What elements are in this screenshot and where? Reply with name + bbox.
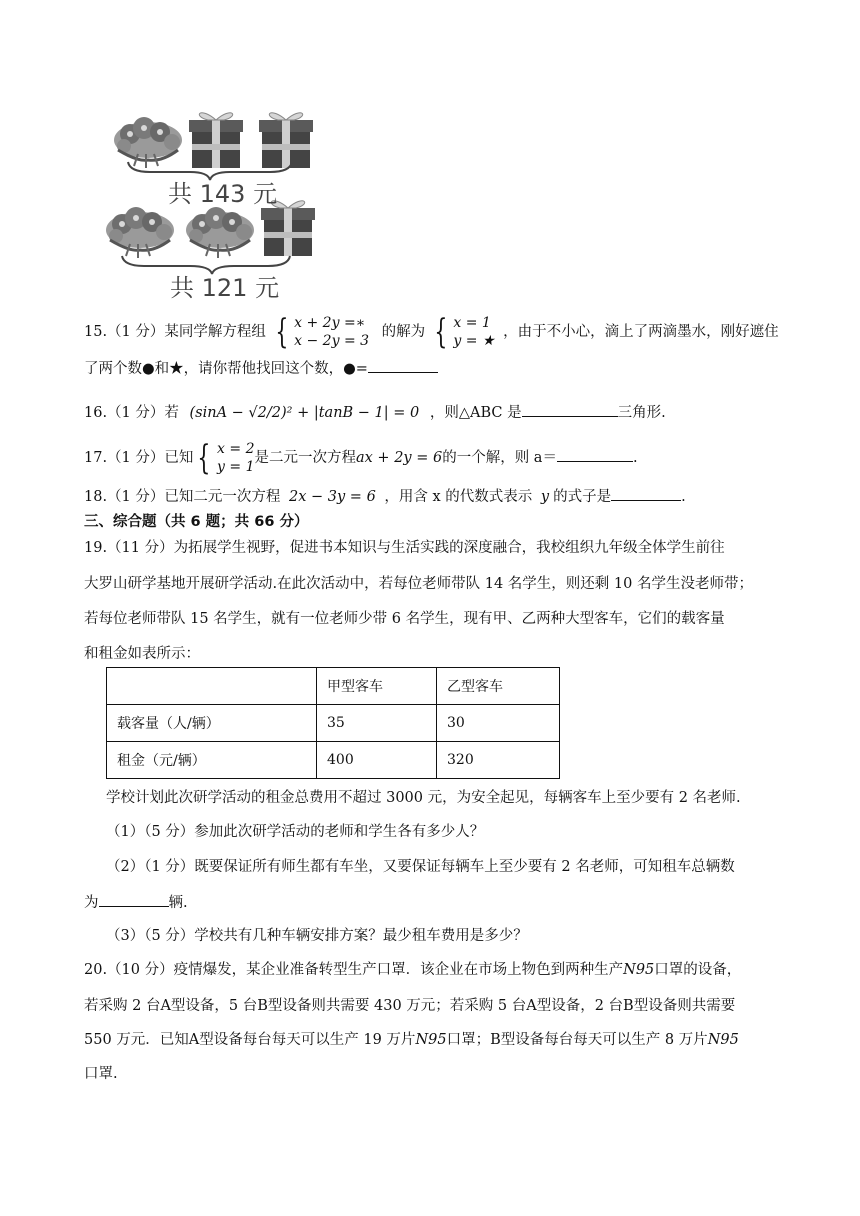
q18-equation: 2x − 3y = 6 xyxy=(289,489,376,505)
table-header-cell: 乙型客车 xyxy=(437,668,560,705)
q15-suffix: ，由于不小心，滴上了两滴墨水，刚好遮住 xyxy=(503,324,779,340)
question-17 xyxy=(84,440,638,476)
gift-box-icon xyxy=(261,201,315,256)
table-cell: 320 xyxy=(437,742,560,779)
q15-line2: 了两个数●和★，请你帮他找回这个数，●= xyxy=(84,361,368,377)
q18-prefix: 18.（1 分）已知二元一次方程 xyxy=(84,489,281,505)
table-row xyxy=(107,742,560,779)
q15-eq1: x + 2y =∗ xyxy=(294,315,366,331)
q20-line3-a: 550 万元．已知A型设备每台每天可以生产 19 万片 xyxy=(84,1032,416,1048)
table-cell: 30 xyxy=(437,705,560,742)
gift-box-icon xyxy=(189,113,243,168)
q16-suffix: 三角形. xyxy=(617,405,666,421)
q19-sub-3: （3）（5 分）学校共有几种车辆安排方案？最少租车费用是多少？ xyxy=(106,928,528,944)
q19-sub-1: （1）（5 分）参加此次研学活动的老师和学生各有多少人？ xyxy=(106,824,485,840)
q15-eq2: x − 2y = 3 xyxy=(294,333,370,349)
q18-mid: ，用含 x 的代数式表示 xyxy=(384,489,533,505)
q18-suffix: 的式子是 xyxy=(553,489,612,505)
price-figure xyxy=(100,104,330,300)
question-16 xyxy=(84,398,666,428)
q20-line-3 xyxy=(84,1030,739,1050)
q20-line3-b: N95 xyxy=(415,1032,447,1048)
q17-prefix: 17.（1 分）已知 xyxy=(84,450,194,466)
q19-sub2-answer-blank[interactable] xyxy=(99,892,169,907)
gift-box-icon xyxy=(259,113,313,168)
q18-variable: y xyxy=(540,489,550,505)
bus-table xyxy=(106,667,560,779)
q19-line-2: 大罗山研学基地开展研学活动.在此次活动中，若每位老师带队 14 名学生，则还剩 10 名学生没老师带； xyxy=(84,576,753,592)
q15-sol2: y = ★ xyxy=(453,333,495,349)
q17-sol2: y = 1 xyxy=(217,459,255,475)
q17-mid: 是二元一次方程 xyxy=(254,450,356,466)
q16-mid: ，则△ABC 是 xyxy=(429,405,522,421)
q15-prefix: 15.（1 分）某同学解方程组 xyxy=(84,324,266,340)
question-15 xyxy=(84,310,779,354)
q19-line-1: 19.（11 分）为拓展学生视野，促进书本知识与生活实践的深度融合，我校组织九年级全体学生前往 xyxy=(84,540,725,556)
figure-caption-top: 共 143 元 xyxy=(168,180,278,208)
q17-answer-blank[interactable] xyxy=(557,447,633,462)
q20-line1-b: N95 xyxy=(623,962,655,978)
q15-answer-blank[interactable] xyxy=(368,358,438,373)
q19-sub-2-line2 xyxy=(84,892,188,913)
q17-end: . xyxy=(632,450,638,466)
q15-mid: 的解为 xyxy=(381,324,426,340)
q19-note: 学校计划此次研学活动的租金总费用不超过 3000 元，为安全起见，每辆客车上至少要有 2 名老师. xyxy=(106,790,741,806)
q17-suffix: 的一个解，则 a＝ xyxy=(442,450,557,466)
q19-sub-2: （2）（1 分）既要保证所有师生都有车坐，又要保证每辆车上至少要有 2 名老师，可知租车总辆数 xyxy=(106,859,735,875)
table-cell: 35 xyxy=(317,705,437,742)
q20-line1-a: 20.（10 分）疫情爆发，某企业准备转型生产口罩．该企业在市场上物色到两种生产 xyxy=(84,962,624,978)
table-row xyxy=(107,705,560,742)
q18-end: . xyxy=(681,489,686,505)
q20-line3-c: 口罩；B型设备每台每天可以生产 8 万片 xyxy=(446,1032,708,1048)
q16-expression: (sinA − √2/2)² + |tanB − 1| = 0 xyxy=(189,405,420,421)
q20-line1-c: 口罩的设备， xyxy=(654,962,742,978)
q19-line-3: 若每位老师带队 15 名学生，就有一位老师少带 6 名学生，现有甲、乙两种大型客车，它们的载客量 xyxy=(84,611,725,627)
table-header-row xyxy=(107,668,560,705)
figure-caption-bottom: 共 121 元 xyxy=(170,274,280,302)
q15-solution: { x = 1 y = ★ xyxy=(434,312,495,352)
q15-equation-system: { x + 2y =∗ x − 2y = 3 xyxy=(274,312,370,352)
q19-sub2-prefix: 为 xyxy=(84,895,99,911)
question-18 xyxy=(84,486,686,507)
q17-equation: ax + 2y = 6 xyxy=(356,450,443,466)
q15-sol1: x = 1 xyxy=(453,315,491,331)
question-15-line2 xyxy=(84,358,438,379)
q20-line-2: 若采购 2 台A型设备，5 台B型设备则共需要 430 万元；若采购 5 台A型设备，2 台B型设备则共需要 xyxy=(84,998,736,1014)
flower-pot-icon xyxy=(186,207,254,258)
section-3-heading: 三、综合题（共 6 题；共 66 分） xyxy=(84,514,309,530)
q20-line3-d: N95 xyxy=(707,1032,739,1048)
table-cell: 租金（元/辆） xyxy=(107,742,317,779)
q17-solution: { x = 2 y = 1 xyxy=(197,438,255,478)
q18-answer-blank[interactable] xyxy=(611,486,681,501)
q16-prefix: 16.（1 分）若 xyxy=(84,405,179,421)
table-header-cell xyxy=(107,668,317,705)
flower-pot-icon xyxy=(106,207,174,258)
q16-answer-blank[interactable] xyxy=(522,402,618,417)
table-header-cell: 甲型客车 xyxy=(317,668,437,705)
table-cell: 载客量（人/辆） xyxy=(107,705,317,742)
q20-line-1 xyxy=(84,960,741,980)
q19-line-4: 和租金如表所示： xyxy=(84,646,200,662)
q19-sub2-suffix: 辆. xyxy=(168,895,188,911)
q17-sol1: x = 2 xyxy=(217,441,255,457)
flower-pot-icon xyxy=(114,117,182,168)
table-cell: 400 xyxy=(317,742,437,779)
q20-line-4: 口罩. xyxy=(84,1066,118,1082)
